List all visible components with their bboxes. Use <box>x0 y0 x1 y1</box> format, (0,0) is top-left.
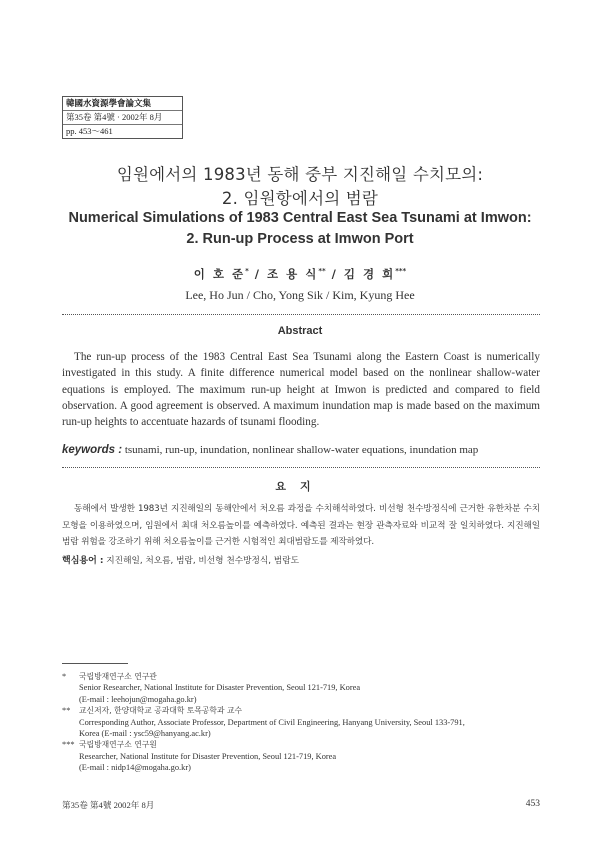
authors-english: Lee, Ho Jun / Cho, Yong Sik / Kim, Kyung Hee <box>185 288 415 302</box>
footnote-affiliation-ko: 국립방재연구소 연구관 <box>79 672 157 681</box>
footnote-line: Researcher, National Institute for Disaster Prevention, Seoul 121-719, Korea <box>79 751 337 761</box>
abstract-text: The run-up process of the 1983 Central East Sea Tsunami along the Eastern Coast is numerically investigated in this study. A finite difference numerical model based on the nonlinear shallow-water equations is employed. The maximum run-up height at Imwon is predicted and compared to field observation. A good agreement is observed. A maximum inundation map is made based on the maximum run-up heights to accentuate hazards of tsunami flooding. <box>62 351 540 429</box>
footnote-mark: *** <box>62 740 75 750</box>
korean-title-line-1: 임원에서의 1983년 동해 중부 지진해일 수치모의: <box>116 165 484 184</box>
footnote-line: Korea (E-mail : ysc59@hanyang.ac.kr) <box>79 729 211 739</box>
abstract-heading: Abstract <box>277 325 323 337</box>
author-3-name: 김 경 희 <box>343 267 396 281</box>
author-separator: / <box>248 267 267 281</box>
page-number: 453 <box>525 799 540 809</box>
author-separator: / <box>325 267 344 281</box>
authors-korean <box>0 266 600 282</box>
footnote-2 <box>62 705 552 739</box>
footnote-affiliation-ko: 교신저자, 한양대학교 공과대학 토목공학과 교수 <box>79 706 243 716</box>
keywords-line <box>62 444 540 456</box>
keywords-label: keywords : <box>62 444 123 456</box>
korean-title-line-2: 2. 임원항에서의 범람 <box>221 189 379 208</box>
summary-heading: 요지 <box>275 480 325 493</box>
korean-keywords-line <box>62 553 299 566</box>
footnote-mark: ** <box>62 706 71 716</box>
footnote-affiliation-ko: 국립방재연구소 연구원 <box>79 740 157 750</box>
footnote-3 <box>62 739 552 773</box>
footnote-line: Corresponding Author, Associate Professor, Department of Civil Engineering, Hanyang University, Seoul 133-791, <box>79 717 465 727</box>
journal-pages: pp. 453～461 <box>63 124 182 138</box>
korean-keywords-label: 핵심용어 : <box>62 556 104 566</box>
footnote-mark: * <box>62 672 67 681</box>
author-1-mark: * <box>245 267 249 276</box>
section-divider <box>62 314 540 315</box>
korean-keywords-list: 지진해일, 처오름, 범람, 비선형 천수방정식, 범람도 <box>106 556 299 566</box>
footnote-line: (E-mail : leehojun@mogaha.go.kr) <box>79 694 197 704</box>
keywords-list: tsunami, run-up, inundation, nonlinear shallow-water equations, inundation map <box>124 444 479 456</box>
journal-info-box <box>62 96 183 139</box>
journal-volume: 第35卷 第4號 · 2002年 8月 <box>63 110 182 124</box>
author-3-mark: *** <box>395 267 407 276</box>
footnote-line: (E-mail : nidp14@mogaha.go.kr) <box>79 763 191 773</box>
author-1-name: 이 호 준 <box>193 267 246 281</box>
footnotes <box>62 671 552 774</box>
journal-name: 韓國水資源學會論文集 <box>66 98 152 108</box>
section-divider <box>62 467 540 468</box>
footnote-rule <box>62 663 128 664</box>
footnote-1 <box>62 671 552 705</box>
english-title-line-2: 2. Run-up Process at Imwon Port <box>186 231 414 247</box>
footnote-line: Senior Researcher, National Institute for Disaster Prevention, Seoul 121-719, Korea <box>79 683 361 693</box>
page-footer <box>62 799 540 811</box>
author-2-mark: ** <box>318 267 326 276</box>
english-title-line-1: Numerical Simulations of 1983 Central East Sea Tsunami at Imwon: <box>68 210 532 226</box>
author-2-name: 조 용 식 <box>267 267 319 281</box>
footer-volume: 第35卷 第4號 2002年 8月 <box>62 800 155 810</box>
summary-text: 동해에서 발생한 1983년 지진해일의 동해안에서 처오름 과정을 수치해석하였다. 비선형 천수방정식에 근거한 유한차분 수치모형을 이용하였으며, 임원에서 최대 처오름높이를 예측하였다. 예측된 결과는 현장 관측자료와 비교적 잘 일치하였다. 지진해일 범람 위험을 강조하기 위해 처오름높이를 근거한 시험적인 최대범람도를 제작하였다. <box>62 504 540 548</box>
